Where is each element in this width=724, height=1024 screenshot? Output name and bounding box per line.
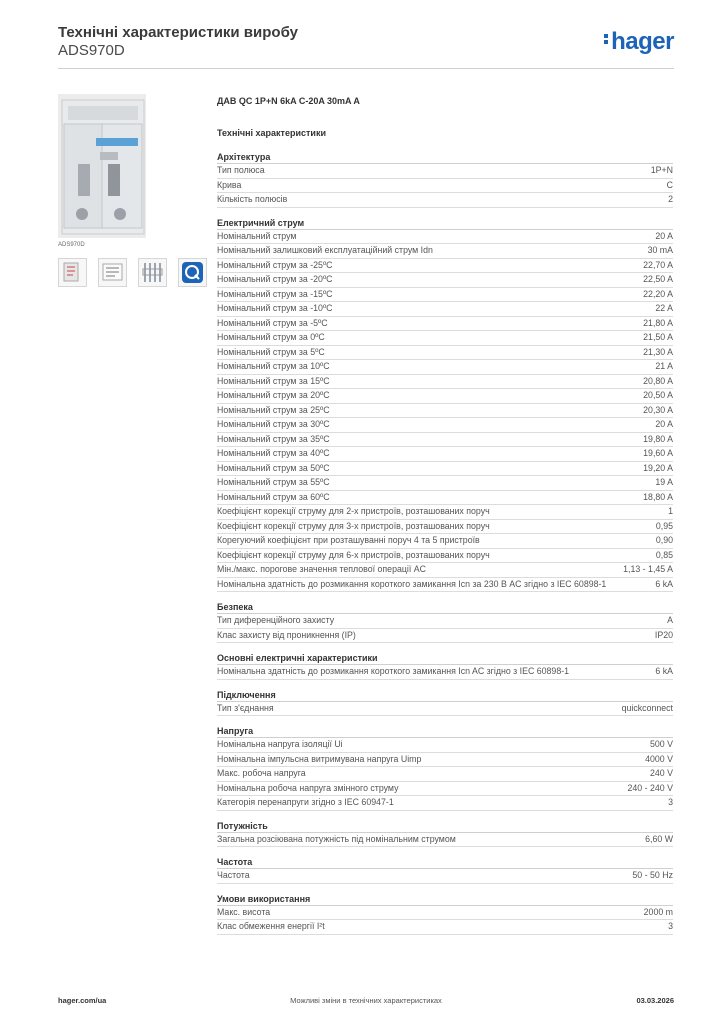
thumbnail-strip [58,258,208,287]
section-title: Електричний струм [217,210,673,230]
spec-label: Номінальна напруга ізоляції Ui [217,739,343,749]
spec-section [217,645,673,680]
spec-row [217,433,673,448]
spec-label: Тип з'єднання [217,702,274,713]
spec-value: 20 A [655,419,673,429]
spec-label: Клас захисту від проникнення (IP) [217,629,356,640]
spec-value: 19 A [655,477,673,487]
spec-row [217,193,673,208]
spec-label: Номінальний струм за 35ºC [217,433,330,444]
spec-label: Номінальний струм за -20ºC [217,274,333,284]
spec-label: Номінальна імпульсна витримувана напруга Uimp [217,753,422,764]
spec-value: 0,85 [655,549,673,560]
section-title: Потужність [217,813,673,833]
spec-value: 4000 V [645,753,673,764]
spec-row [217,179,673,194]
spec-value: 19,60 A [643,448,673,458]
product-media [58,94,208,287]
spec-label: Номінальна здатність до розмикання короткого замикання Icn AC згідно з IEC 60898-1 [217,666,570,676]
spec-value: 21,50 A [643,332,673,342]
logo-dots-icon [604,32,609,46]
spec-row [217,230,673,245]
section-title: Безпека [217,594,673,614]
spec-value: 19,80 A [643,433,673,444]
spec-content [217,96,673,935]
schematic-icon[interactable] [138,258,167,287]
section-title: Підключення [217,682,673,702]
spec-row [217,346,673,361]
spec-row [217,738,673,753]
spec-value: 21,80 A [643,317,673,328]
spec-value: IP20 [654,629,673,640]
section-title: Архітектура [217,144,673,164]
section-title: Основні електричні характеристики [217,645,673,665]
spec-label: Номінальний струм за 60ºC [217,491,330,502]
spec-row [217,259,673,274]
spec-value: 240 - 240 V [627,782,673,793]
spec-label: Номінальний струм [217,230,297,241]
spec-value: 0,95 [655,520,673,531]
tech-heading: Технічні характеристики [217,128,326,138]
spec-value: 22,20 A [643,288,673,299]
spec-label: Клас обмеження енергії I²t [217,921,325,931]
spec-row [217,702,673,717]
spec-value: 22,70 A [643,259,673,270]
spec-label: Корегуючий коефіцієнт при розташуванні поруч 4 та 5 пристроїв [217,535,480,545]
spec-label: Номінальний струм за -5ºC [217,317,328,328]
spec-row [217,796,673,811]
spec-label: Частота [217,870,250,880]
spec-row [217,869,673,884]
circuit-breaker-image [58,94,146,238]
spec-section [217,849,673,884]
spec-label: Номінальний струм за 20ºC [217,390,330,400]
section-title: Умови використання [217,886,673,906]
spec-label: Номінальний струм за -15ºC [217,288,333,299]
spec-row [217,491,673,506]
spec-value: A [667,615,673,625]
spec-label: Номінальна здатність до розмикання короткого замикання Icn за 230 В AC згідно з IEC 60898-1 [217,578,607,589]
spec-row [217,302,673,317]
image-caption: ADS970D [58,242,85,248]
spec-row [217,753,673,768]
spec-row [217,549,673,564]
spec-row [217,462,673,477]
spec-label: Номінальний струм за -10ºC [217,303,333,313]
product-image [58,94,146,238]
spec-value: 1 [668,506,673,516]
spec-row [217,389,673,404]
spec-row [217,331,673,346]
spec-label: Кількість полюсів [217,194,288,204]
spec-label: Тип диференційного захисту [217,615,335,625]
spec-value: 20 A [655,230,673,241]
spec-row [217,273,673,288]
spec-row [217,578,673,593]
spec-value: C [666,179,673,190]
spec-section [217,718,673,811]
spec-label: Номінальний струм за 30ºC [217,419,330,429]
spec-row [217,375,673,390]
spec-value: 2 [668,194,673,204]
section-title: Частота [217,849,673,869]
spec-label: Коефіцієнт корекції струму для 6-х пристроїв, розташованих поруч [217,549,490,560]
spec-value: 6 kA [655,666,673,676]
spec-label: Номінальний струм за 40ºC [217,448,330,458]
spec-row [217,447,673,462]
spec-row [217,767,673,782]
spec-value: 22,50 A [643,274,673,284]
spec-row [217,833,673,848]
spec-label: Мін./макс. порогове значення теплової операції AC [217,564,426,574]
spec-label: Категорія перенапруги згідно з IEC 60947-1 [217,797,394,807]
spec-value: 20,50 A [643,390,673,400]
spec-label: Номінальний струм за 15ºC [217,375,330,386]
spec-label: Номінальний струм за -25ºC [217,259,333,270]
footer-note: Можливі зміни в технічних характеристиках [290,996,442,1005]
product-name: ДАВ QC 1P+N 6kA C-20A 30mA A [217,96,360,106]
spec-row [217,563,673,578]
spec-row [217,920,673,935]
spec-value: 30 mA [647,245,673,255]
spec-section [217,144,673,208]
spec-row [217,534,673,549]
datasheet-icon[interactable] [98,258,127,287]
spec-row [217,505,673,520]
spec-label: Номінальний струм за 55ºC [217,477,330,487]
spec-value: 1,13 - 1,45 A [623,564,673,574]
spec-label: Макс. робоча напруга [217,768,306,778]
spec-row [217,164,673,179]
page-title: Технічні характеристики виробу [58,24,298,41]
spec-value: quickconnect [621,702,673,713]
spec-label: Крива [217,179,242,190]
spec-section [217,813,673,848]
spec-value: 20,30 A [643,404,673,415]
spec-label: Номінальний струм за 5ºC [217,346,325,357]
spec-value: 3 [668,921,673,931]
spec-label: Тип полюса [217,165,265,175]
page-subtitle: ADS970D [58,42,125,59]
spec-row [217,629,673,644]
spec-section [217,682,673,717]
spec-label: Номінальний залишковий експлуатаційний струм Idn [217,245,433,255]
spec-value: 6,60 W [645,833,673,844]
spec-row [217,520,673,535]
spec-value: 21,30 A [643,346,673,357]
spec-row [217,317,673,332]
spec-label: Макс. висота [217,906,271,917]
spec-row [217,244,673,259]
wiring-diagram-icon[interactable] [58,258,87,287]
spec-row [217,360,673,375]
spec-label: Номінальний струм за 25ºC [217,404,330,415]
spec-value: 50 - 50 Hz [632,870,673,880]
spec-row [217,782,673,797]
logo-text: hager [611,28,674,55]
spec-value: 22 A [655,303,673,313]
spec-value: 21 A [655,361,673,371]
spec-value: 6 kA [655,578,673,589]
page-header [58,20,674,69]
spec-row [217,665,673,680]
spec-value: 240 V [650,768,673,778]
spec-row [217,614,673,629]
spec-label: Загальна розсіювана потужність під номінальним струмом [217,833,456,844]
spec-section [217,594,673,643]
footer-website[interactable]: hager.com/ua [58,996,107,1005]
spec-value: 3 [668,797,673,807]
quickconnect-icon[interactable] [178,258,207,287]
spec-sections [217,144,673,935]
spec-label: Номінальний струм за 50ºC [217,462,330,473]
spec-value: 18,80 A [643,491,673,502]
spec-value: 20,80 A [643,375,673,386]
spec-section [217,210,673,593]
spec-row [217,404,673,419]
spec-label: Коефіцієнт корекції струму для 2-х пристроїв, розташованих поруч [217,506,490,516]
spec-value: 2000 m [643,906,673,917]
spec-row [217,288,673,303]
spec-value: 500 V [650,739,673,749]
section-title: Напруга [217,718,673,738]
spec-label: Номінальний струм за 10ºC [217,361,330,371]
spec-value: 1P+N [650,165,673,175]
spec-label: Коефіцієнт корекції струму для 3-х пристроїв, розташованих поруч [217,520,490,531]
spec-section [217,886,673,935]
spec-label: Номінальний струм за 0ºC [217,332,325,342]
spec-value: 19,20 A [643,462,673,473]
footer-date: 03.03.2026 [636,996,674,1005]
spec-value: 0,90 [655,535,673,545]
spec-row [217,476,673,491]
hager-logo [604,28,674,56]
spec-row [217,906,673,921]
spec-row [217,418,673,433]
spec-label: Номінальна робоча напруга змінного струму [217,782,399,793]
